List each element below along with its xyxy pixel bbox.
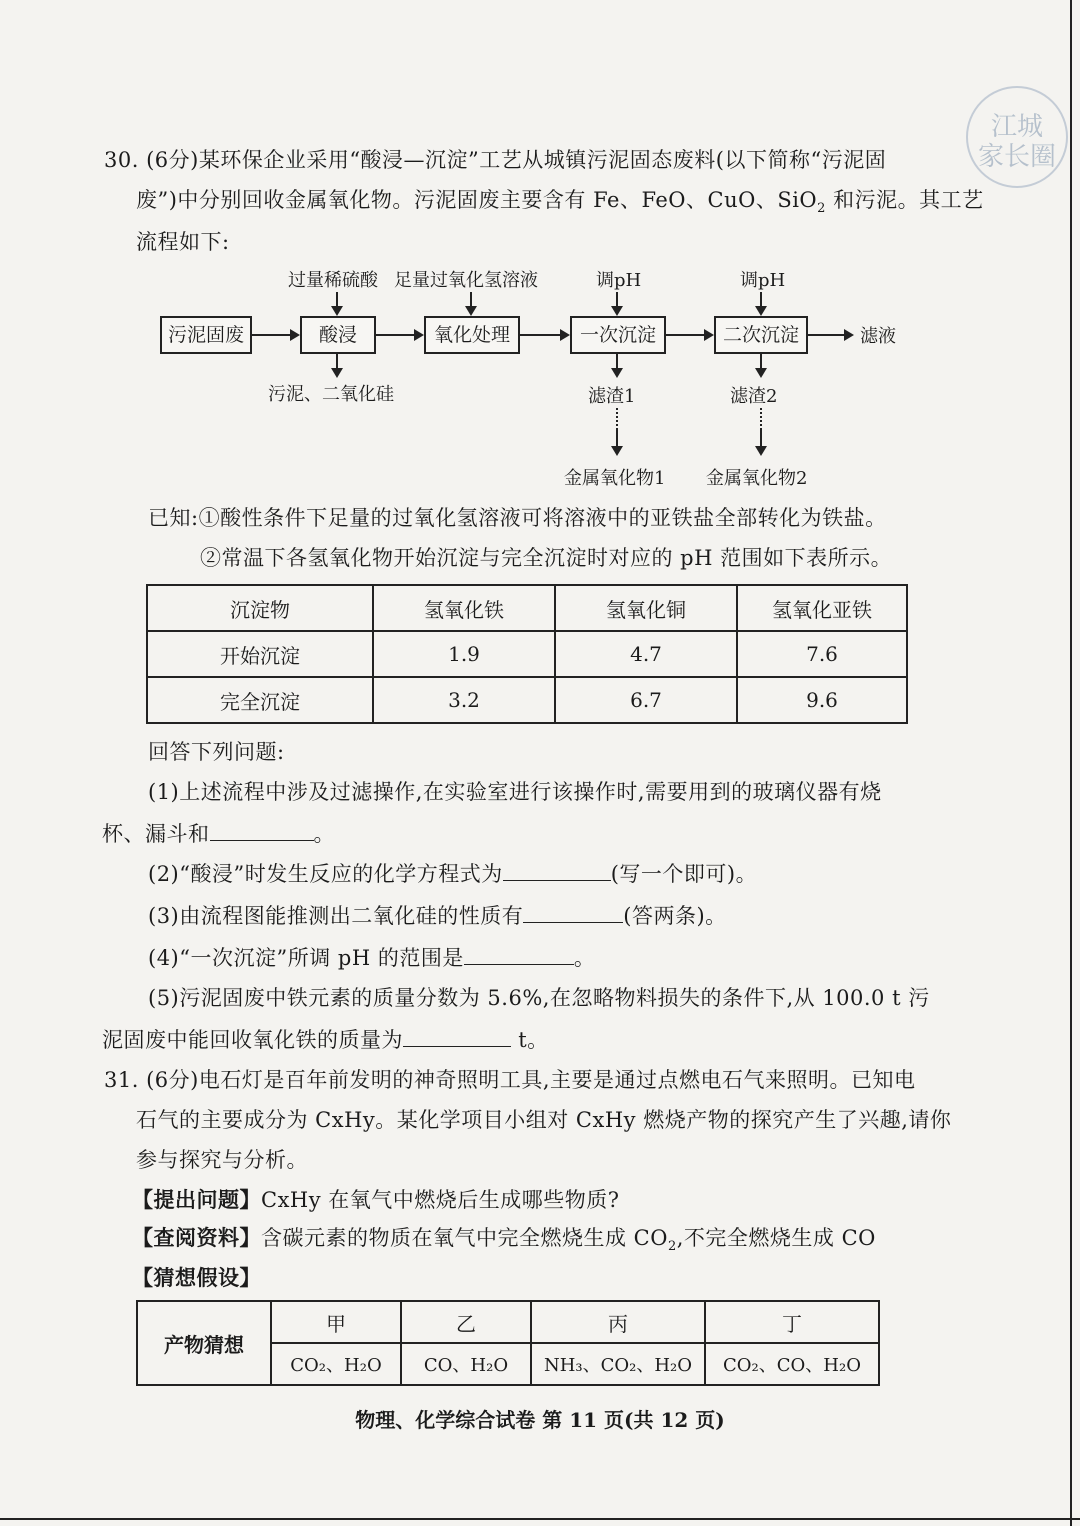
guess-header: 甲 [271, 1301, 401, 1343]
q30-line3: 流程如下: [136, 230, 230, 254]
ph-table-row-start [147, 631, 907, 677]
q31-hypothesis: 【猜想假设】 [132, 1265, 261, 1290]
guess-value: CO₂、CO、H₂O [705, 1343, 879, 1385]
arrow-residue1-down [616, 354, 618, 376]
ph-table-header: 氢氧化铁 [373, 585, 555, 631]
page-edge-bottom [0, 1518, 1080, 1520]
guess-header: 乙 [401, 1301, 531, 1343]
ph-table-cell: 4.7 [555, 631, 737, 677]
ph-table-cell: 1.9 [373, 631, 555, 677]
ph-table-header-row [147, 585, 907, 631]
ph-table-cell: 完全沉淀 [147, 677, 373, 723]
arrow-product1-down [616, 430, 618, 454]
answer-blank-1[interactable] [210, 822, 314, 841]
arrow-peroxide-down [470, 292, 472, 314]
ph-table-header: 氢氧化亚铁 [737, 585, 907, 631]
q30-line2: 废”)中分别回收金属氧化物。污泥固废主要含有 Fe、FeO、CuO、SiO$_2$ 和污泥。其工艺 [136, 188, 984, 217]
page-edge-right [1070, 0, 1072, 1526]
ph-table-cell: 3.2 [373, 677, 555, 723]
ph-table-row-complete [147, 677, 907, 723]
product-metal-oxide-1: 金属氧化物1 [564, 468, 666, 489]
waste-sludge-silica: 污泥、二氧化硅 [268, 384, 394, 405]
flow-box-oxidation: 氧化处理 [424, 316, 520, 354]
answer-blank-2[interactable] [503, 862, 611, 881]
questions-intro: 回答下列问题: [148, 740, 285, 764]
product-guess-table [136, 1300, 880, 1386]
arrow-acid-to-oxidation [374, 334, 422, 336]
q30-line1: 30. (6分)某环保企业采用“酸浸—沉淀”工艺从城镇污泥固态废料(以下简称“污泥固 [104, 148, 887, 172]
arrow-precip1-to-precip2 [664, 334, 712, 336]
known-fact-1: 已知:①酸性条件下足量的过氧化氢溶液可将溶液中的亚铁盐全部转化为铁盐。 [148, 506, 887, 530]
guess-row-label: 产物猜想 [137, 1301, 271, 1385]
question-5-line2: 泥固废中能回收氧化铁的质量为 t。 [102, 1028, 549, 1052]
arrow-waste-down [336, 354, 338, 376]
arrow-oxidation-to-precip1 [518, 334, 568, 336]
arrow-input-to-acid [250, 334, 298, 336]
guess-header: 丙 [531, 1301, 705, 1343]
guess-value: NH₃、CO₂、H₂O [531, 1343, 705, 1385]
ph-range-table [146, 584, 908, 724]
watermark-text-top: 江城 [990, 112, 1043, 142]
page-footer: 物理、化学综合试卷 第 11 页(共 12 页) [355, 1408, 725, 1432]
q31-line3: 参与探究与分析。 [136, 1148, 308, 1172]
guess-value: CO₂、H₂O [271, 1343, 401, 1385]
answer-blank-5[interactable] [403, 1028, 511, 1047]
ph-table-cell: 开始沉淀 [147, 631, 373, 677]
dotted-residue2 [760, 408, 762, 430]
product-metal-oxide-2: 金属氧化物2 [706, 468, 808, 489]
arrow-residue2-down [760, 354, 762, 376]
flow-output-filtrate: 滤液 [860, 326, 896, 347]
question-5-line1: (5)污泥固废中铁元素的质量分数为 5.6%,在忽略物料损失的条件下,从 100.0 t 污 [148, 986, 930, 1010]
q31-line1: 31. (6分)电石灯是百年前发明的神奇照明工具,主要是通过点燃电石气来照明。已知电 [104, 1068, 916, 1092]
flow-box-precip2: 二次沉淀 [714, 316, 808, 354]
question-2: (2)“酸浸”时发生反应的化学方程式为 (写一个即可)。 [148, 862, 758, 886]
q31-ask: 【提出问题】CxHy 在氧气中燃烧后生成哪些物质? [132, 1187, 620, 1212]
guess-value: CO、H₂O [401, 1343, 531, 1385]
ph-table-header: 氢氧化铜 [555, 585, 737, 631]
residue-2: 滤渣2 [730, 386, 778, 407]
arrow-ph1-down [616, 292, 618, 314]
reagent-acid: 过量稀硫酸 [288, 270, 378, 291]
flow-box-input: 污泥固废 [160, 316, 252, 354]
known-fact-2: ②常温下各氢氧化物开始沉淀与完全沉淀时对应的 pH 范围如下表所示。 [200, 546, 893, 570]
ph-table-header: 沉淀物 [147, 585, 373, 631]
question-3: (3)由流程图能推测出二氧化硅的性质有 (答两条)。 [148, 904, 727, 928]
answer-blank-4[interactable] [464, 946, 574, 965]
ph-table-cell: 6.7 [555, 677, 737, 723]
arrow-ph2-down [760, 292, 762, 314]
question-1-line1: (1)上述流程中涉及过滤操作,在实验室进行该操作时,需要用到的玻璃仪器有烧 [148, 780, 882, 804]
guess-header: 丁 [705, 1301, 879, 1343]
question-4: (4)“一次沉淀”所调 pH 的范围是 。 [148, 946, 596, 970]
watermark-seal [966, 86, 1068, 188]
ph-table-cell: 7.6 [737, 631, 907, 677]
reagent-peroxide: 足量过氧化氢溶液 [394, 270, 538, 291]
arrow-acid-down [336, 292, 338, 314]
flow-box-acid-leach: 酸浸 [300, 316, 376, 354]
reagent-ph2: 调pH [740, 270, 786, 291]
residue-1: 滤渣1 [588, 386, 636, 407]
reagent-ph1: 调pH [596, 270, 642, 291]
q31-line2: 石气的主要成分为 CxHy。某化学项目小组对 CxHy 燃烧产物的探究产生了兴趣,请你 [136, 1108, 952, 1132]
watermark-text-bottom: 家长圈 [977, 142, 1056, 172]
ph-table-cell: 9.6 [737, 677, 907, 723]
question-1-line2: 杯、漏斗和 。 [102, 822, 335, 846]
flow-box-precip1: 一次沉淀 [570, 316, 666, 354]
arrow-product2-down [760, 430, 762, 454]
q31-reference: 【查阅资料】含碳元素的物质在氧气中完全燃烧生成 $CO_2$,不完全燃烧生成 CO [132, 1225, 876, 1255]
arrow-precip2-to-filtrate [806, 334, 852, 336]
guess-table-header-row [137, 1301, 879, 1343]
dotted-residue1 [616, 408, 618, 430]
answer-blank-3[interactable] [523, 904, 623, 923]
